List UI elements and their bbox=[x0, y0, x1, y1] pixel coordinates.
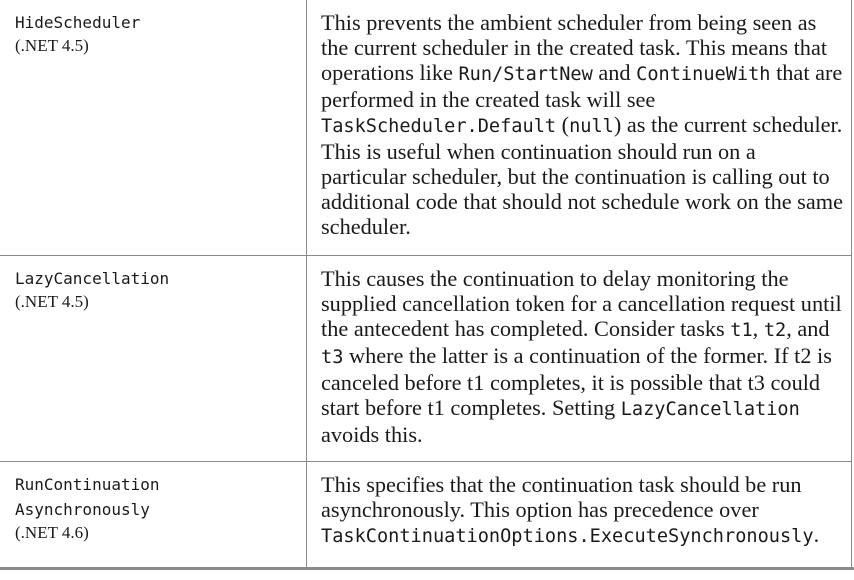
option-name-line: Asynchronously bbox=[15, 499, 150, 519]
inline-code: TaskScheduler.Default bbox=[321, 116, 557, 137]
inline-code: ContinueWith bbox=[636, 64, 771, 85]
option-description-cell bbox=[307, 0, 852, 255]
description-text: This causes the continuation to delay monitoring the supplied cancellation token for a cancellation request until the antecedent has completed. Consider tasks bbox=[321, 265, 842, 341]
inline-code: LazyCancellation bbox=[620, 398, 800, 420]
option-version: (.NET 4.6) bbox=[15, 522, 89, 542]
option-name-cell bbox=[0, 461, 307, 567]
description-text: and bbox=[592, 60, 637, 85]
description-text: where the latter is a continuation of the former. If t2 is canceled before t1 completes, it is possible that t3 could start before t1 completes. Setting bbox=[321, 342, 832, 420]
description-text: This prevents the ambient scheduler from being seen as the current scheduler in the created task. This means that operations like bbox=[321, 10, 828, 85]
option-description-cell bbox=[307, 461, 852, 567]
description-text: that are performed in the created task will see bbox=[321, 60, 843, 112]
option-name: LazyCancellation bbox=[15, 268, 170, 288]
option-name: HideScheduler bbox=[15, 13, 141, 32]
option-description bbox=[321, 10, 845, 239]
description-text: , and bbox=[786, 315, 830, 341]
table-row bbox=[0, 0, 852, 255]
inline-code: null bbox=[569, 116, 614, 137]
description-text: , bbox=[752, 315, 764, 341]
option-name-line: RunContinuation bbox=[15, 474, 160, 494]
table-bottom-border bbox=[0, 567, 854, 570]
description-text: This specifies that the continuation task should be run asynchronously. This option has precedence over bbox=[321, 471, 802, 522]
description-text: ( bbox=[556, 112, 570, 137]
option-name-cell bbox=[0, 255, 307, 461]
inline-code: t2 bbox=[763, 319, 787, 341]
table-row bbox=[0, 255, 852, 461]
table-row bbox=[0, 461, 852, 567]
option-description-cell bbox=[307, 255, 852, 461]
option-version: (.NET 4.5) bbox=[15, 36, 89, 55]
description-text: avoids this. bbox=[321, 421, 423, 447]
option-description bbox=[321, 266, 845, 447]
inline-code: TaskContinuationOptions.ExecuteSynchronously bbox=[321, 525, 814, 547]
inline-code: Run/StartNew bbox=[458, 64, 593, 85]
inline-code: t1 bbox=[730, 319, 753, 341]
option-description bbox=[321, 472, 845, 549]
description-text: . bbox=[813, 521, 820, 547]
inline-code: t3 bbox=[321, 346, 344, 368]
option-version: (.NET 4.5) bbox=[15, 291, 89, 311]
option-name-cell bbox=[0, 0, 307, 255]
description-text: ) as the current scheduler. This is useful when continuation should run on a particular scheduler, but the continuation is calling out to additional code that should not schedule work on the same scheduler. bbox=[321, 112, 843, 239]
